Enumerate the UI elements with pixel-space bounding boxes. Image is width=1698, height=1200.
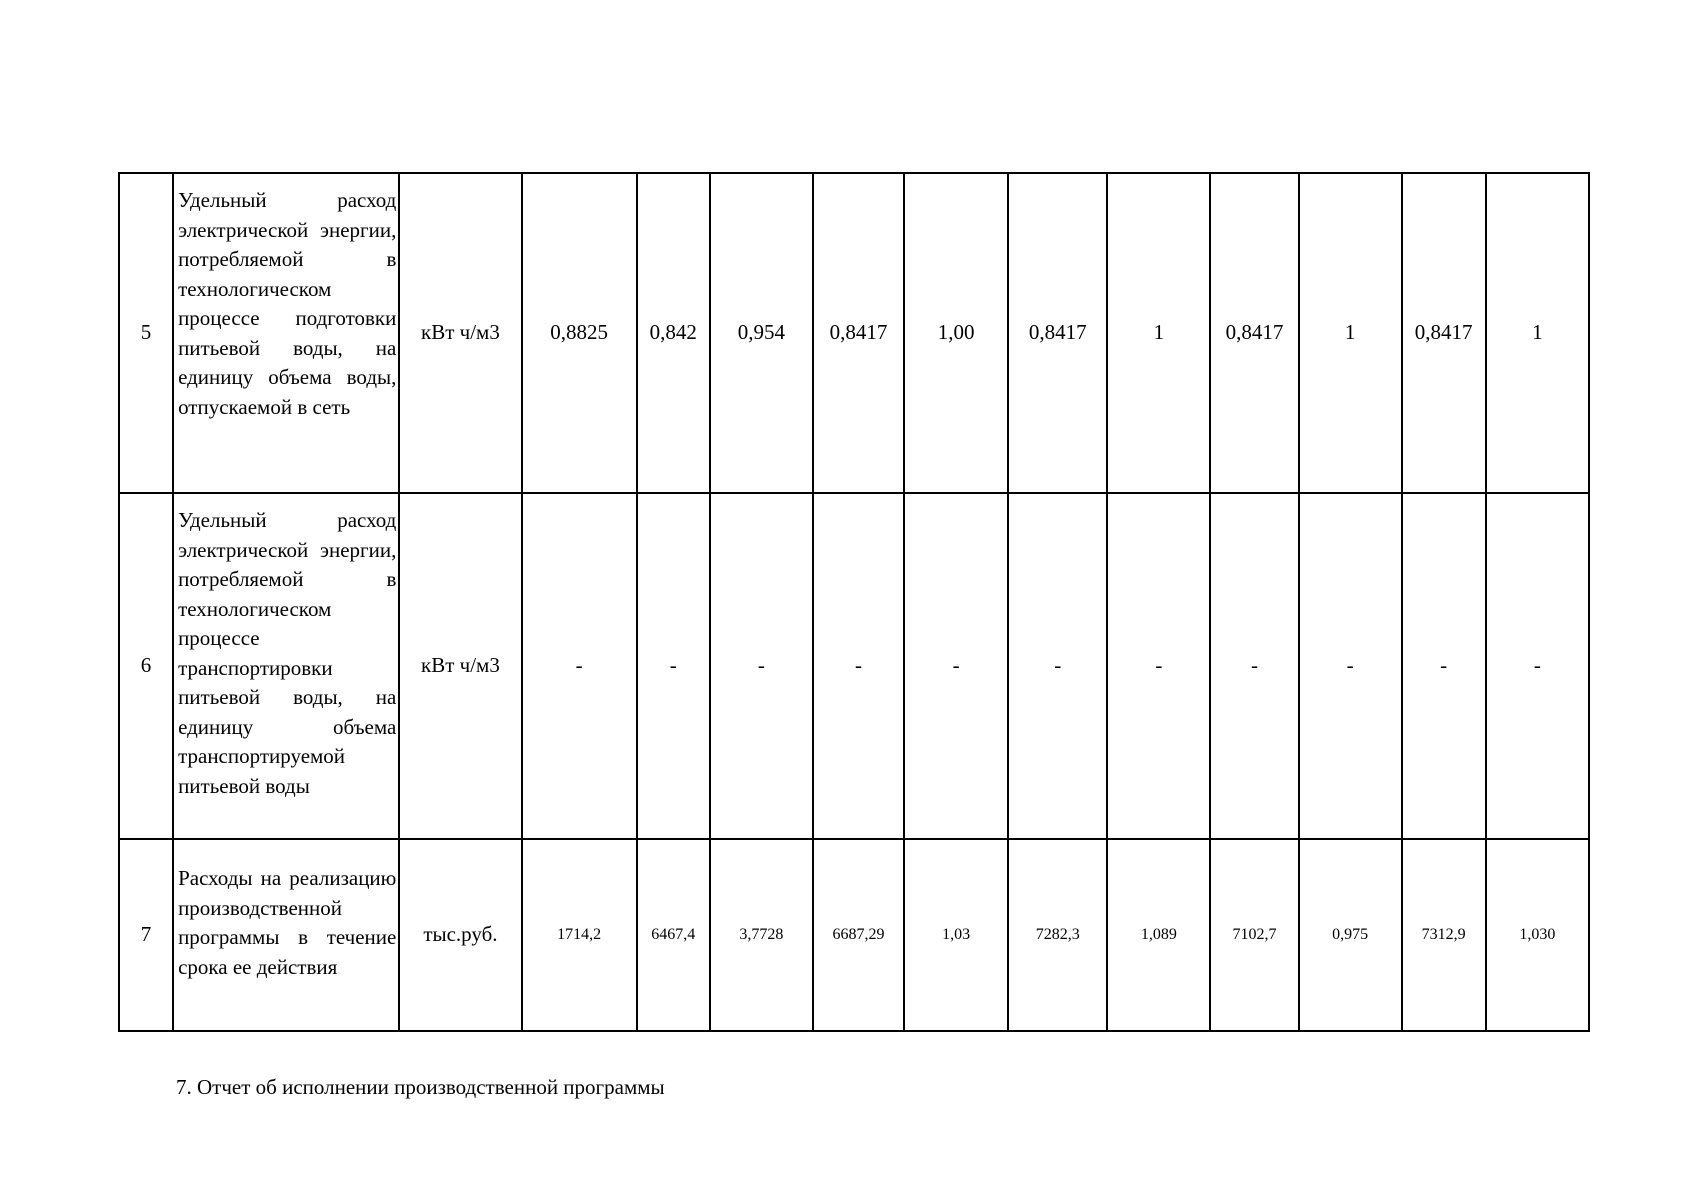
row-unit: тыс.руб. [399, 839, 521, 1031]
table-row [119, 493, 1589, 839]
value-cell: 0,842 [637, 173, 710, 493]
section-heading: 7. Отчет об исполнении производственной программы [176, 1075, 665, 1099]
value-cell: 0,8417 [1210, 173, 1298, 493]
value-cell: - [637, 493, 710, 839]
value-cell: - [904, 493, 1008, 839]
value-cell: - [1299, 493, 1402, 839]
value-cell: 1714,2 [522, 839, 637, 1031]
value-cell: - [1486, 493, 1589, 839]
value-cell: 6467,4 [637, 839, 710, 1031]
value-cell: - [1210, 493, 1298, 839]
row-description: Удельный расход электрической энергии, потребляемой в технологическом процессе транспортировки питьевой воды, на единицу объема транспортируемой питьевой воды [173, 493, 399, 839]
value-cell: 1 [1299, 173, 1402, 493]
indicators-table [118, 172, 1590, 1032]
value-cell: 3,7728 [710, 839, 813, 1031]
value-cell: 0,975 [1299, 839, 1402, 1031]
value-cell: - [1008, 493, 1107, 839]
row-number: 6 [119, 493, 173, 839]
value-cell: 0,8417 [1402, 173, 1486, 493]
row-description: Удельный расход электрической энергии, потребляемой в технологическом процессе подготовки питьевой воды, на единицу объема воды, отпускаемой в сеть [173, 173, 399, 493]
value-cell: - [1107, 493, 1210, 839]
value-cell: 7282,3 [1008, 839, 1107, 1031]
row-unit: кВт ч/м3 [399, 493, 521, 839]
value-cell: 0,8825 [522, 173, 637, 493]
value-cell: 6687,29 [813, 839, 904, 1031]
value-cell: 7312,9 [1402, 839, 1486, 1031]
table-row [119, 839, 1589, 1031]
value-cell: 1,03 [904, 839, 1008, 1031]
value-cell: 7102,7 [1210, 839, 1298, 1031]
value-cell: 0,8417 [813, 173, 904, 493]
row-number: 7 [119, 839, 173, 1031]
value-cell: 1,00 [904, 173, 1008, 493]
table-row [119, 173, 1589, 493]
row-description: Расходы на реализацию производственной программы в течение срока ее действия [173, 839, 399, 1031]
value-cell: 0,954 [710, 173, 813, 493]
value-cell: 1 [1107, 173, 1210, 493]
value-cell: 1,089 [1107, 839, 1210, 1031]
value-cell: 1,030 [1486, 839, 1589, 1031]
value-cell: - [1402, 493, 1486, 839]
value-cell: - [813, 493, 904, 839]
row-unit: кВт ч/м3 [399, 173, 521, 493]
value-cell: 1 [1486, 173, 1589, 493]
value-cell: - [522, 493, 637, 839]
row-number: 5 [119, 173, 173, 493]
value-cell: - [710, 493, 813, 839]
value-cell: 0,8417 [1008, 173, 1107, 493]
